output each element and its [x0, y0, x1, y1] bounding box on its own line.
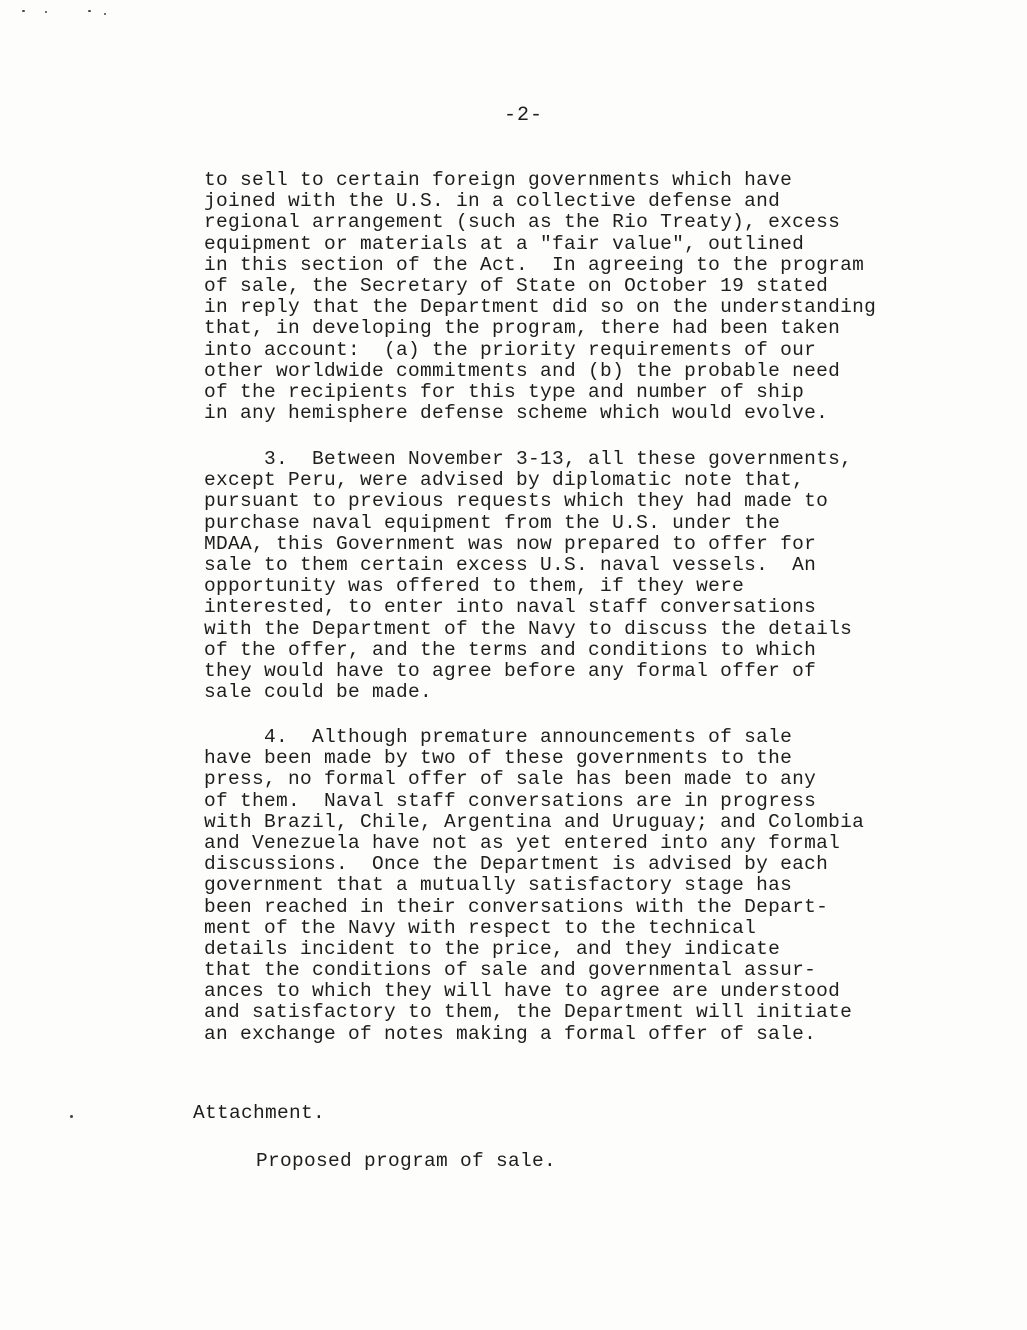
text-line: other worldwide commitments and (b) the probable need: [204, 359, 841, 382]
text-line: they would have to agree before any formal offer of: [204, 659, 817, 682]
text-line: of the offer, and the terms and conditions to which: [204, 638, 817, 661]
paragraph-3: [204, 449, 924, 703]
text-line: of them. Naval staff conversations are in progress: [204, 789, 817, 812]
text-line: of sale, the Secretary of State on October 19 stated: [204, 274, 829, 297]
text-line: in any hemisphere defense scheme which would evolve.: [204, 402, 829, 425]
text-line: ment of the Navy with respect to the technical: [204, 916, 757, 939]
text-line: with the Department of the Navy to discuss the details: [204, 617, 853, 640]
text-line: of the recipients for this type and number of ship: [204, 380, 805, 403]
text-line: into account: (a) the priority requirements of our: [204, 338, 817, 361]
text-line: with Brazil, Chile, Argentina and Uruguay; and Colombia: [204, 810, 865, 833]
text-line: discussions. Once the Department is advised by each: [204, 853, 829, 876]
paragraph-4: [204, 727, 924, 1045]
page-number: -2-: [504, 104, 544, 127]
text-line: to sell to certain foreign governments which have: [204, 169, 793, 191]
text-line: 4. Although premature announcements of sale: [204, 726, 793, 748]
text-line: an exchange of notes making a formal offer of sale.: [204, 1022, 817, 1045]
text-line: pursuant to previous requests which they had made to: [204, 490, 829, 513]
text-line: interested, to enter into naval staff conversations: [204, 596, 817, 619]
text-line: been reached in their conversations with the Depart-: [204, 895, 829, 918]
text-line: in reply that the Department did so on the understanding: [204, 296, 877, 319]
text-line: that the conditions of sale and governmental assur-: [204, 959, 817, 982]
text-line: press, no formal offer of sale has been made to any: [204, 768, 817, 791]
text-line: sale could be made.: [204, 681, 433, 704]
scan-speck: [88, 10, 91, 12]
attachment-label: Attachment.: [193, 1102, 326, 1124]
paragraph-continuation: [204, 170, 924, 424]
text-line: in this section of the Act. In agreeing to the program: [204, 253, 865, 276]
text-line: equipment or materials at a "fair value", outlined: [204, 232, 805, 255]
text-line: and Venezuela have not as yet entered into any formal: [204, 831, 841, 854]
text-line: and satisfactory to them, the Department will initiate: [204, 1001, 853, 1024]
text-line: sale to them certain excess U.S. naval vessels. An: [204, 553, 817, 576]
text-line: ances to which they will have to agree are understood: [204, 980, 841, 1003]
scan-speck: [104, 13, 106, 15]
text-line: except Peru, were advised by diplomatic note that,: [204, 469, 805, 492]
scan-speck: [45, 11, 47, 13]
text-line: have been made by two of these governments to the: [204, 747, 793, 770]
text-line: opportunity was offered to them, if they were: [204, 575, 745, 598]
text-line: joined with the U.S. in a collective defense and: [204, 190, 781, 213]
scan-speck: [70, 1115, 73, 1118]
text-line: MDAA, this Government was now prepared to offer for: [204, 532, 817, 555]
scan-speck: [22, 10, 25, 12]
text-line: that, in developing the program, there had been taken: [204, 317, 841, 340]
text-line: 3. Between November 3-13, all these governments,: [204, 448, 853, 470]
text-line: government that a mutually satisfactory stage has: [204, 874, 793, 897]
text-line: purchase naval equipment from the U.S. under the: [204, 511, 781, 534]
text-line: regional arrangement (such as the Rio Treaty), excess: [204, 211, 841, 234]
text-line: details incident to the price, and they indicate: [204, 937, 781, 960]
attachment-item: Proposed program of sale.: [256, 1150, 557, 1172]
